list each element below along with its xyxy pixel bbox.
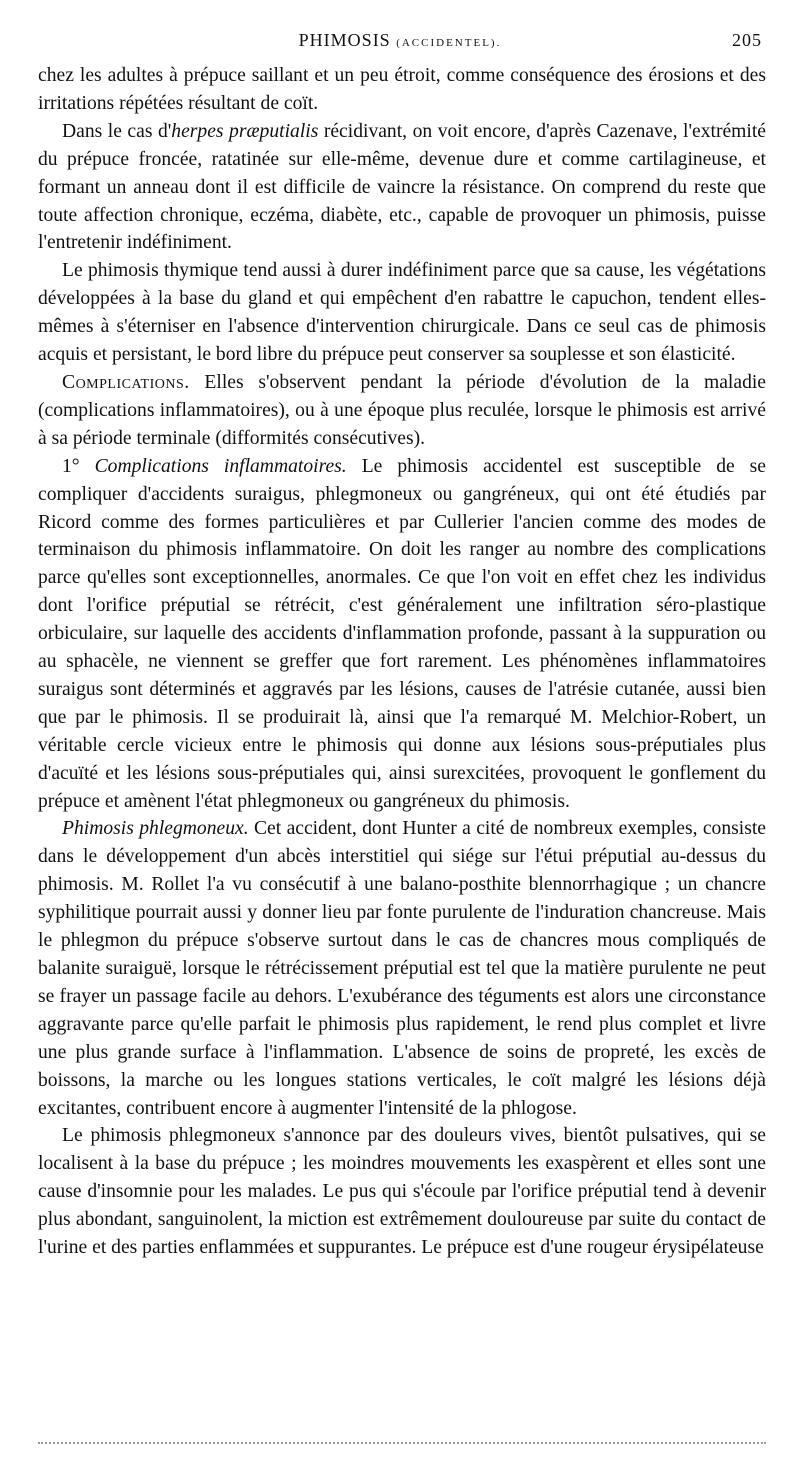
- paragraph: [38, 815, 766, 1122]
- running-header: [38, 30, 762, 58]
- footer-rule: [38, 1442, 766, 1446]
- paragraph: [38, 453, 766, 816]
- page-number: 205: [732, 30, 762, 50]
- paragraph-number: 1°: [62, 455, 95, 477]
- running-title-main: PHIMOSIS: [298, 30, 391, 50]
- paragraph-text: Le phimosis phlegmoneux s'annonce par des douleurs vives, bientôt pulsatives, qui se localisent à la base du prépuce ; les moindres mouvements les exaspèrent et elles sont une cause d'insomnie pour les malades. Le pus qui s'écoule par l'orifice préputial tend à devenir plus abondant, sanguinolent, la miction est extrêmement douloureuse par suite du contact de l'urine et des parties enflammées et suppurantes. Le prépuce est d'une rougeur érysipélateuse: [38, 1125, 766, 1259]
- paragraph: [38, 118, 766, 258]
- paragraph-text: chez les adultes à prépuce saillant et un peu étroit, comme conséquence des érosions et des irritations répétées résultant de coït.: [38, 65, 766, 114]
- italic-term: herpes præputialis: [171, 120, 319, 142]
- paragraph-text: récidivant, on voit encore, d'après Cazenave, l'extrémité du prépuce froncée, ratatinée sur elle-même, devenue dure et comme cartilagineuse, et formant un anneau dont il est difficile de vaincre la résistance. On comprend du reste que toute affection chronique, eczéma, diabète, etc., capable de provoquer un phimosis, puisse l'entretenir indéfiniment.: [38, 120, 766, 254]
- running-title-sub: (ACCIDENTEL).: [396, 37, 502, 49]
- body-text: [38, 62, 766, 1262]
- paragraph: [38, 369, 766, 453]
- subsection-heading: Complications inflammatoires.: [94, 455, 347, 477]
- paragraph: [38, 257, 766, 369]
- section-heading: Complications.: [62, 371, 190, 393]
- paragraph-text: Le phimosis accidentel est susceptible de se compliquer d'accidents suraigus, phlegmoneux ou gangréneux, qui ont été étudiés par Ricord comme des formes particulières et par Cullerier l'ancien comme des modes de terminaison du phimosis inflammatoire. On doit les ranger au nombre des complications parce qu'elles sont exceptionnelles, anormales. Ce que l'on voit en effet chez les individus dont l'orifice préputial se rétrécit, c'est généralement une infiltration séro-plastique orbiculaire, sur laquelle des accidents d'inflammation profonde, passant à la suppuration ou au sphacèle, ne viennent se greffer que fort rarement. Les phénomènes inflammatoires suraigus sont déterminés et aggravés par les lésions, causes de l'atrésie cutanée, aussi bien que par le phimosis. Il se produirait là, ainsi que l'a remarqué M. Melchior-Robert, un véritable cercle vicieux entre le phimosis qui donne aux lésions sous-préputiales plus d'acuïté et les lésions sous-préputiales qui, ainsi surexcitées, provoquent le gonflement du prépuce et amènent l'état phlegmoneux ou gangréneux du phimosis.: [38, 455, 767, 812]
- paragraph: [38, 62, 766, 118]
- paragraph-text: Le phimosis thymique tend aussi à durer indéfiniment parce que sa cause, les végétations développées à la base du gland et qui empêchent d'en rabattre le capuchon, tendent elles-mêmes à s'éterniser en l'absence d'intervention chirurgicale. Dans ce seul cas de phimosis acquis et persistant, le bord libre du prépuce peut conserver sa souplesse et son élasticité.: [38, 260, 766, 366]
- running-title: [38, 30, 762, 51]
- paragraph-text: Dans le cas d': [62, 120, 172, 142]
- paragraph-text: Cet accident, dont Hunter a cité de nombreux exemples, consiste dans le développement d'un abcès interstitiel qui siége sur l'étui préputial au-dessus du phimosis. M. Rollet l'a vu consécutif à une balano-posthite blennorrhagique ; un chancre syphilitique pourrait aussi y donner lieu par fonte purulente de l'induration chancreuse. Mais le phlegmon du prépuce s'observe surtout dans le cas de chancres mous compliqués de balanite suraiguë, lorsque le rétrécissement préputial est tel que la matière purulente ne peut se frayer un passage facile au dehors. L'exubérance des téguments est alors une circonstance aggravante parce qu'elle parfait le phimosis plus rapidement, le rend plus complet et livre une plus grande surface à l'inflammation. L'absence de soins de propreté, les excès de boissons, la marche ou les longues stations verticales, le coït malgré les lésions déjà excitantes, contribuent encore à augmenter l'intensité de la phlogose.: [38, 818, 766, 1119]
- paragraph: [38, 1122, 766, 1262]
- subsection-heading: Phimosis phlegmoneux.: [62, 818, 249, 840]
- paragraph-text: Elles s'observent pendant la période d'évolution de la maladie (complications inflammatoires), ou à une époque plus reculée, lorsque le phimosis est arrivé à sa période terminale (difformités consécutives).: [38, 371, 766, 449]
